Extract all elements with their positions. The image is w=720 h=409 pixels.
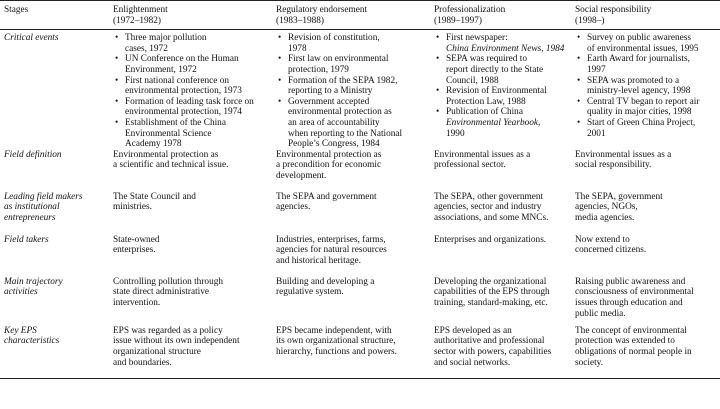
text-line: Environmental protection as xyxy=(113,149,219,160)
cell-enlightenment xyxy=(107,235,270,277)
text-line: • Formation of the SEPA 1982, xyxy=(288,75,398,86)
stage-years: (1983–1988) xyxy=(276,15,325,26)
event-list xyxy=(113,33,266,150)
cell-social-responsibility xyxy=(569,277,720,326)
text-line: public media. xyxy=(575,308,626,319)
text-line: The SEPA, government xyxy=(575,191,663,202)
cell-enlightenment xyxy=(107,277,270,326)
text-line: training, standard-making, etc. xyxy=(434,297,548,308)
row-label-text: as institutional xyxy=(4,202,60,213)
text-line: • First newspaper: xyxy=(446,33,508,44)
text-line: environmental protection as xyxy=(288,107,392,118)
text-line: Controlling pollution through xyxy=(113,276,224,287)
cell-social-responsibility xyxy=(569,326,720,379)
row-critical-events xyxy=(0,30,720,150)
cell-professionalization xyxy=(428,30,569,150)
stage-name: Social responsibility xyxy=(575,5,652,15)
cell-social-responsibility xyxy=(569,150,720,192)
cell-professionalization xyxy=(428,192,569,235)
text-line: agencies, sector and industry xyxy=(434,202,542,213)
text-line: ministries. xyxy=(113,202,152,213)
event-list xyxy=(276,33,424,150)
list-item xyxy=(276,97,424,150)
text-line: organizational structure xyxy=(113,346,201,357)
row-label-text: Field definition xyxy=(4,149,62,160)
text-line: and social networks. xyxy=(434,357,511,368)
list-item xyxy=(434,107,565,139)
header-social-responsibility xyxy=(569,1,720,30)
row-label xyxy=(0,235,107,277)
text-line: Enterprises and organizations. xyxy=(434,234,547,245)
text-line: state direct administrative xyxy=(113,287,210,298)
text-line: • Formation of leading task force on xyxy=(125,96,254,107)
text-line: protection, 1979 xyxy=(288,64,349,75)
text-line: 1978 xyxy=(288,43,307,54)
text-line: media agencies. xyxy=(575,212,635,223)
text-line: EPS became independent, with xyxy=(276,325,392,336)
event-list xyxy=(575,33,716,139)
text-line: • Revision of constitution, xyxy=(288,33,380,44)
text-line: consciousness of environmental xyxy=(575,287,694,298)
text-line: regulative system. xyxy=(276,287,344,298)
text-line: sector with powers, capabilities xyxy=(434,346,552,357)
cell-professionalization xyxy=(428,326,569,379)
list-item xyxy=(434,86,565,107)
text-line: report directly to the State xyxy=(446,64,544,75)
list-item xyxy=(276,54,424,75)
text-line: People’s Congress, 1984 xyxy=(288,139,380,150)
cell-enlightenment xyxy=(107,150,270,192)
event-list xyxy=(434,33,565,139)
row-label-text: Key EPS xyxy=(4,325,37,336)
cell-enlightenment xyxy=(107,192,270,235)
text-line: The State Council and xyxy=(113,191,196,202)
cell-regulatory-endorsement xyxy=(270,150,428,192)
list-item xyxy=(113,33,266,54)
list-item xyxy=(575,76,716,97)
text-line: • Start of Green China Project, xyxy=(587,117,696,128)
row-label xyxy=(0,192,107,235)
text-line: • First national conference on xyxy=(125,75,230,86)
text-line: associations, and some MNCs. xyxy=(434,212,549,223)
header-enlightenment xyxy=(107,1,270,30)
text-line: • Establishment of the China xyxy=(125,117,226,128)
row-label xyxy=(0,150,107,192)
row-label xyxy=(0,326,107,379)
text-line: social responsibility. xyxy=(575,160,652,171)
cell-regulatory-endorsement xyxy=(270,30,428,150)
row-label-text: Main trajectory xyxy=(4,276,63,287)
text-line: • UN Conference on the Human xyxy=(125,54,239,65)
row-label-text: Leading field makers xyxy=(4,191,83,202)
header-professionalization xyxy=(428,1,569,30)
text-line: issue without its own independent xyxy=(113,336,240,347)
text-line: when reporting to the National xyxy=(288,128,403,139)
text-line: and boundaries. xyxy=(113,357,172,368)
text-line: 2001 xyxy=(587,128,606,139)
stage-name: Enlightenment xyxy=(113,5,168,15)
text-line: Protection Law, 1988 xyxy=(446,96,526,107)
row-label-text: characteristics xyxy=(4,336,60,347)
text-line: Environmental issues as a xyxy=(434,149,531,160)
row-field-takers xyxy=(0,235,720,277)
text-line: Environmental Science xyxy=(125,128,212,139)
text-line: capabilities of the EPS through xyxy=(434,287,550,298)
text-line: environmental protection, 1973 xyxy=(125,86,242,97)
list-item xyxy=(575,118,716,139)
text-line: intervention. xyxy=(113,297,161,308)
text-line: Industries, enterprises, farms, xyxy=(276,234,386,245)
text-line: Environmental Yearbook, xyxy=(446,117,541,128)
row-label-text: Critical events xyxy=(4,33,59,44)
text-line: • Government accepted xyxy=(288,96,370,107)
text-line: a precondition for economic xyxy=(276,160,382,171)
text-line: development. xyxy=(276,170,327,181)
cell-regulatory-endorsement xyxy=(270,235,428,277)
text-line: ministry-level agency, 1998 xyxy=(587,86,691,97)
text-line: • Revision of Environmental xyxy=(446,86,547,97)
list-item xyxy=(276,33,424,54)
list-item xyxy=(575,97,716,118)
cell-regulatory-endorsement xyxy=(270,192,428,235)
text-line: • Three major pollution xyxy=(125,33,207,44)
stages-label: Stages xyxy=(4,5,29,15)
stages-header xyxy=(0,1,107,30)
text-line: society. xyxy=(575,357,604,368)
list-item xyxy=(113,76,266,97)
stage-name: Regulatory endorsement xyxy=(276,5,368,15)
text-line: its own organizational structure, xyxy=(276,336,396,347)
text-line: Environment, 1972 xyxy=(125,64,197,75)
text-line: Council, 1988 xyxy=(446,75,499,86)
row-label xyxy=(0,277,107,326)
cell-professionalization xyxy=(428,150,569,192)
row-main-trajectory-activities xyxy=(0,277,720,326)
stage-years: (1972–1982) xyxy=(113,15,162,26)
text-line: • Publication of China xyxy=(446,107,523,118)
text-line: cases, 1972 xyxy=(125,43,168,54)
list-item xyxy=(113,97,266,118)
text-line: Building and developing a xyxy=(276,276,375,287)
cell-regulatory-endorsement xyxy=(270,326,428,379)
text-line: and historical heritage. xyxy=(276,255,361,266)
row-leading-field-makers xyxy=(0,192,720,235)
header-regulatory-endorsement xyxy=(270,1,428,30)
text-line: • First law on environmental xyxy=(288,54,389,65)
text-line: Raising public awareness and xyxy=(575,276,686,287)
text-line: Now extend to xyxy=(575,234,630,245)
text-line: an area of accountability xyxy=(288,117,380,128)
row-label-text: activities xyxy=(4,287,38,298)
text-line: professional sector. xyxy=(434,160,506,171)
list-item xyxy=(575,33,716,54)
text-line: • Central TV began to report air xyxy=(587,96,700,107)
text-line: EPS developed as an xyxy=(434,325,512,336)
text-line: The SEPA and government xyxy=(276,191,377,202)
text-line: Developing the organizational xyxy=(434,276,547,287)
stage-name: Professionalization xyxy=(434,5,506,15)
text-line: EPS was regarded as a policy xyxy=(113,325,223,336)
text-line: agencies for natural resources xyxy=(276,245,387,256)
row-label xyxy=(0,30,107,150)
cell-enlightenment xyxy=(107,30,270,150)
text-line: quality in major cities, 1998 xyxy=(587,107,692,118)
text-line: 1997 xyxy=(587,64,606,75)
row-label-text: Field takers xyxy=(4,234,49,245)
cell-social-responsibility xyxy=(569,235,720,277)
text-line: • SEPA was promoted to a xyxy=(587,75,680,86)
text-line: Environmental issues as a xyxy=(575,149,672,160)
text-line: protection was extended to xyxy=(575,336,675,347)
text-line: enterprises. xyxy=(113,245,156,256)
row-key-eps-characteristics xyxy=(0,326,720,379)
row-field-definition xyxy=(0,150,720,192)
list-item xyxy=(113,54,266,75)
text-line: concerned citizens. xyxy=(575,245,647,256)
header-row xyxy=(0,1,720,30)
text-line: The concept of environmental xyxy=(575,325,687,336)
cell-social-responsibility xyxy=(569,30,720,150)
text-line: State-owned xyxy=(113,234,160,245)
cell-professionalization xyxy=(428,277,569,326)
text-line: Academy 1978 xyxy=(125,139,182,150)
text-line: authoritative and professional xyxy=(434,336,545,347)
stage-years: (1998–) xyxy=(575,15,605,26)
text-line: hierarchy, functions and powers. xyxy=(276,346,397,357)
text-line: China Environment News, 1984 xyxy=(446,43,565,54)
list-item xyxy=(276,76,424,97)
text-line: environmental protection, 1974 xyxy=(125,107,242,118)
text-line: obligations of normal people in xyxy=(575,346,692,357)
list-item xyxy=(575,54,716,75)
text-line: • SEPA was required to xyxy=(446,54,528,65)
list-item xyxy=(113,118,266,150)
text-line: reporting to a Ministry xyxy=(288,86,373,97)
text-line: 1990 xyxy=(446,128,465,139)
list-item xyxy=(434,54,565,86)
text-line: • Earth Award for journalists, xyxy=(587,54,690,65)
cell-regulatory-endorsement xyxy=(270,277,428,326)
text-line: of environmental issues, 1995 xyxy=(587,43,699,54)
text-line: a scientific and technical issue. xyxy=(113,160,229,171)
row-label-text: entrepreneurs xyxy=(4,212,56,223)
text-line: agencies, NGOs, xyxy=(575,202,638,213)
list-item xyxy=(434,33,565,54)
text-line: agencies. xyxy=(276,202,311,213)
text-line: issues through education and xyxy=(575,297,683,308)
text-line: • Survey on public awareness xyxy=(587,33,692,44)
text-line: Environmental protection as xyxy=(276,149,382,160)
cell-professionalization xyxy=(428,235,569,277)
cell-enlightenment xyxy=(107,326,270,379)
text-line: The SEPA, other government xyxy=(434,191,544,202)
stage-years: (1989–1997) xyxy=(434,15,483,26)
cell-social-responsibility xyxy=(569,192,720,235)
